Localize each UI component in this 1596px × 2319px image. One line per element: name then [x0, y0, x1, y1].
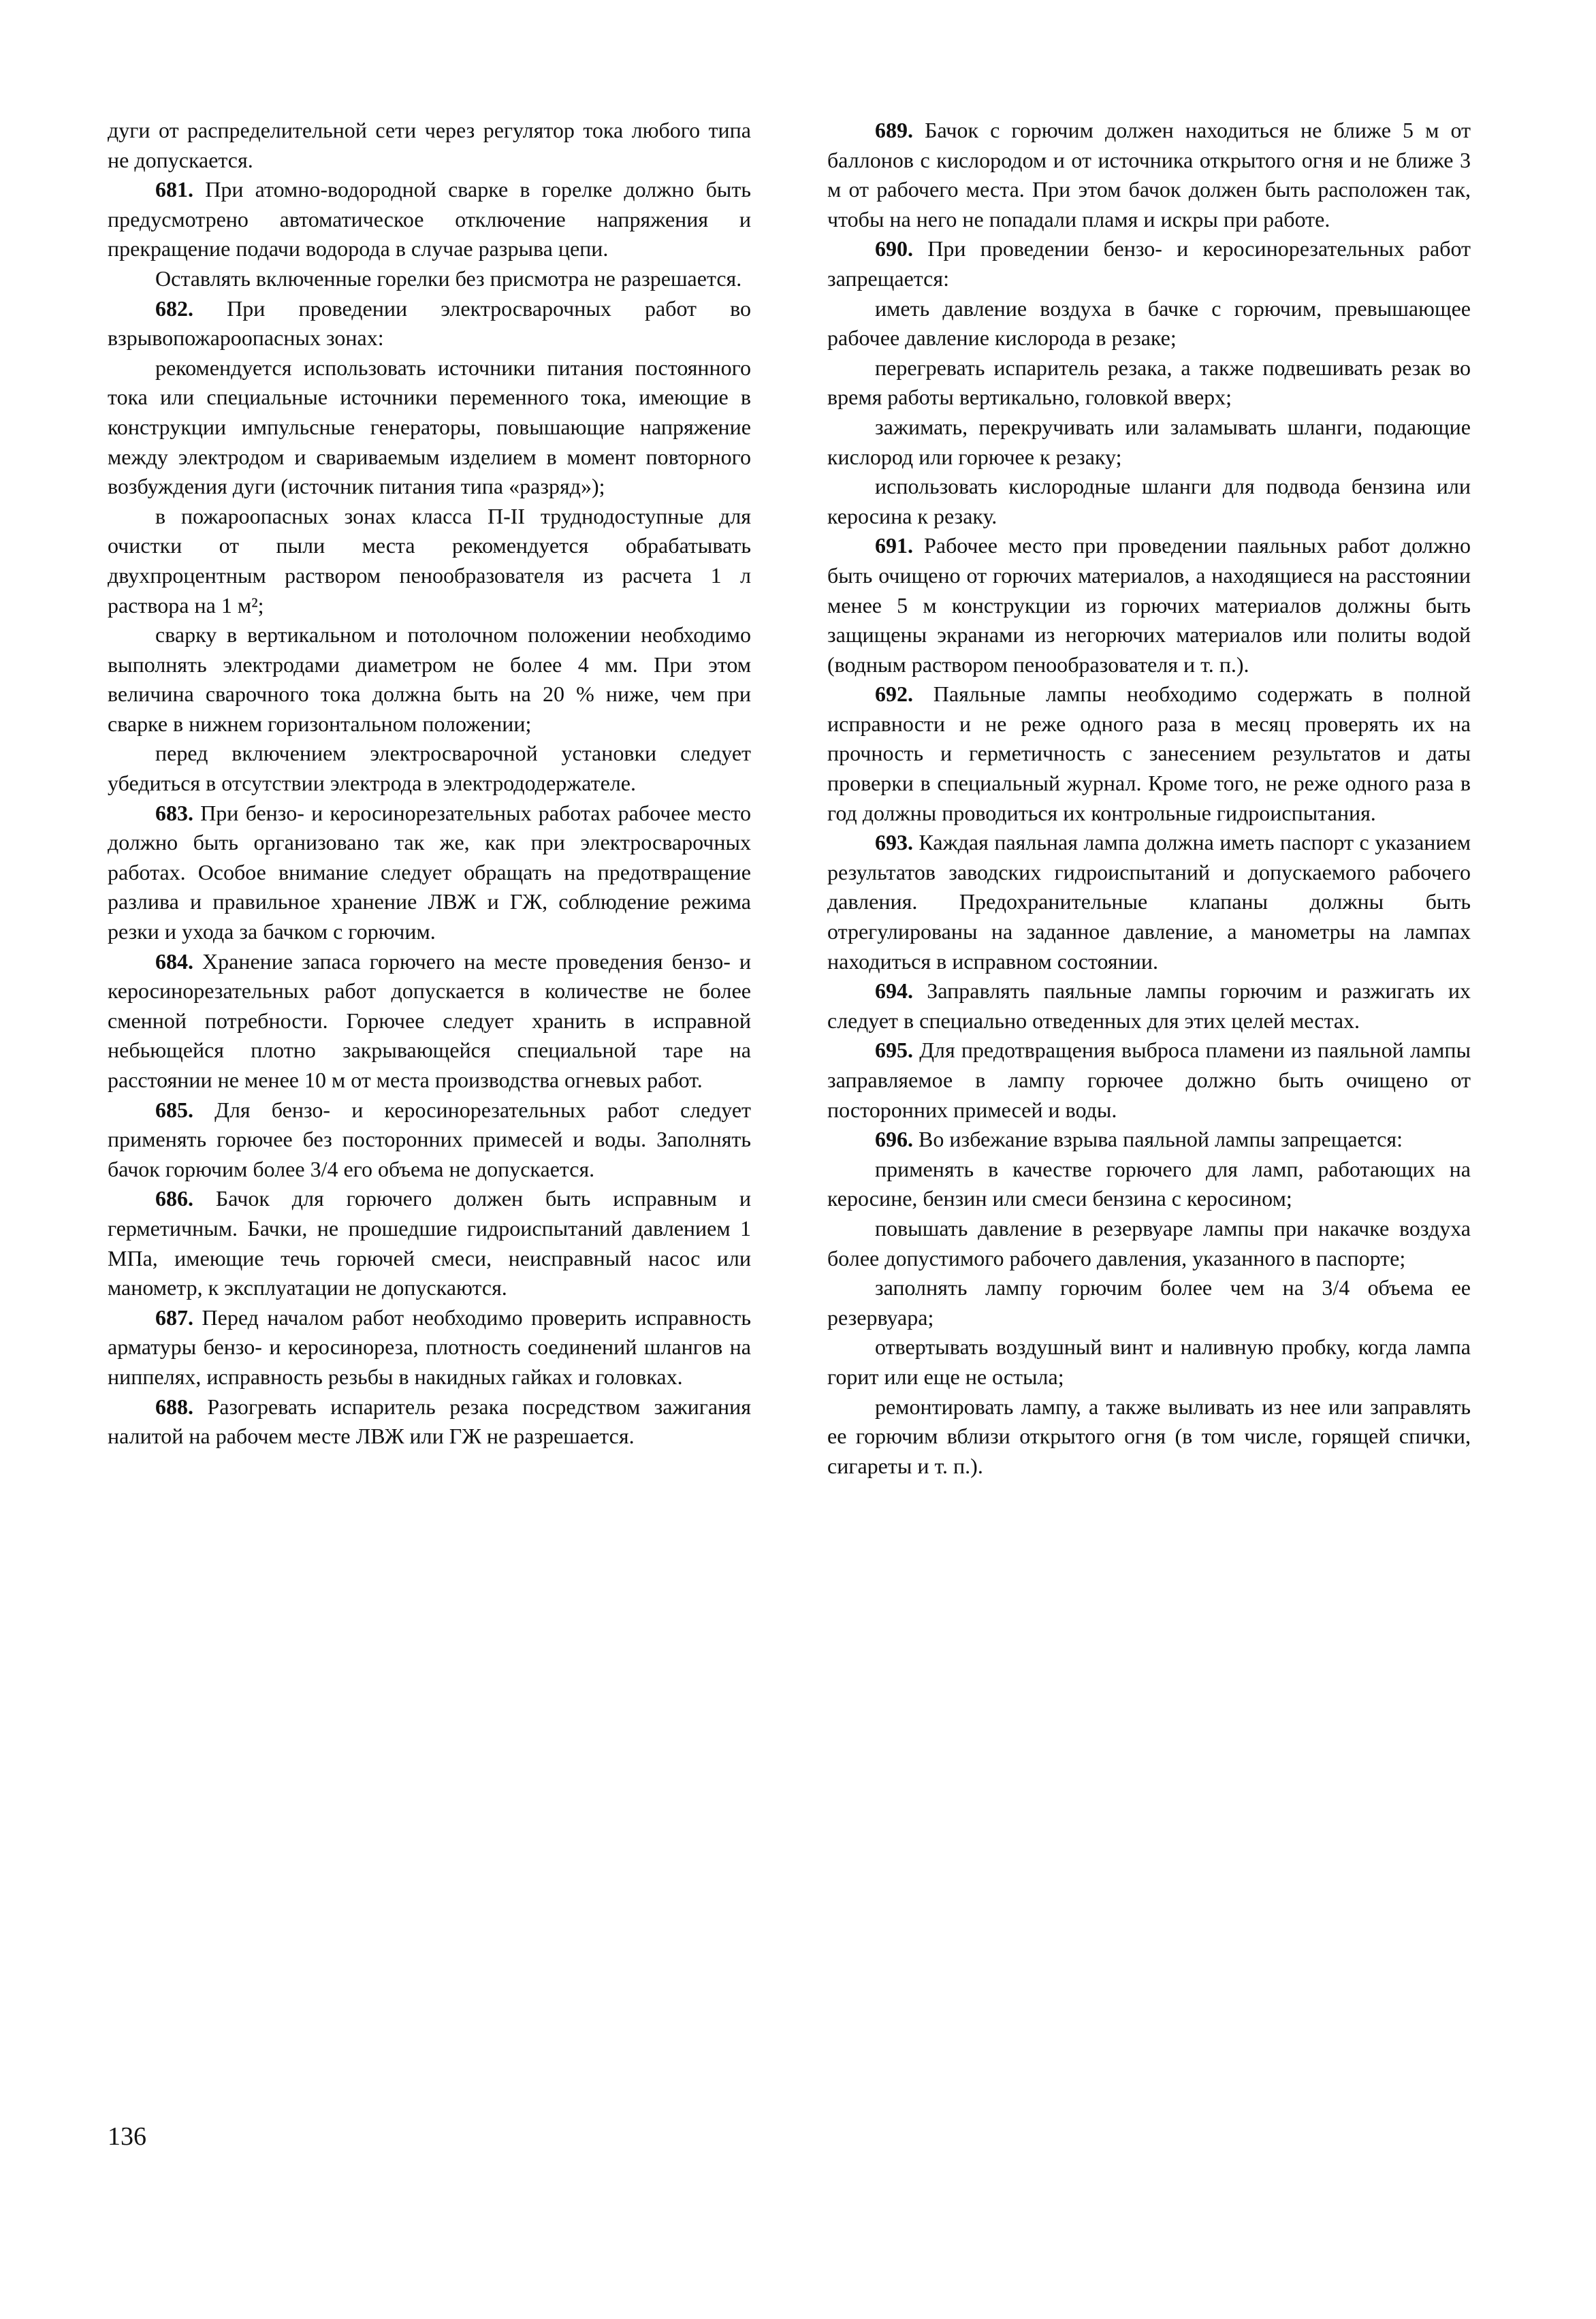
numbered-paragraph	[108, 947, 751, 1095]
paragraph-number: 685.	[155, 1097, 193, 1122]
paragraph	[108, 620, 751, 739]
numbered-paragraph	[827, 531, 1471, 679]
paragraph-text: повышать давление в резервуаре лампы при накачке воздуха более допустимого рабочего давления, указанного в паспорте;	[827, 1215, 1471, 1270]
paragraph-text: иметь давление воздуха в бачке с горючим, превышающее рабочее давление кислорода в резаке;	[827, 295, 1471, 351]
paragraph-number: 686.	[155, 1186, 193, 1211]
numbered-paragraph	[827, 116, 1471, 234]
paragraph	[827, 1392, 1471, 1482]
paragraph	[827, 353, 1471, 413]
paragraph	[108, 739, 751, 798]
paragraph-text: заполнять лампу горючим более чем на 3/4 объема ее резервуара;	[827, 1275, 1471, 1330]
paragraph	[827, 1273, 1471, 1332]
paragraph-text: Бачок для горючего должен быть исправным и герметичным. Бачки, не прошедшие гидроиспытаний давлением 1 МПа, имеющие течь горючей смеси, неисправный насос или манометр, к эксплуатации не допускаются.	[108, 1186, 751, 1300]
paragraph-text: рекомендуется использовать источники питания постоянного тока или специальные источники переменного тока, имеющие в конструкции импульсные генераторы, повышающие напряжение между электродом и свариваемым изделием в момент повторного возбуждения дуги (источник питания типа «разряд»);	[108, 355, 751, 499]
paragraph-text: При проведении электросварочных работ во взрывопожароопасных зонах:	[108, 295, 751, 351]
right-column	[827, 116, 1471, 1481]
paragraph-text: При проведении бензо- и керосинорезательных работ запрещается:	[827, 236, 1471, 291]
paragraph	[827, 1155, 1471, 1214]
paragraph-text: Для предотвращения выброса пламени из паяльной лампы заправляемое в лампу горючее должно быть очищено от посторонних примесей и воды.	[827, 1038, 1471, 1122]
paragraph-text: перегревать испаритель резака, а также подвешивать резак во время работы вертикально, головкой вверх;	[827, 355, 1471, 410]
paragraph-text: Бачок с горючим должен находиться не ближе 5 м от баллонов с кислородом и от источника открытого огня и не ближе 3 м от рабочего места. При этом бачок должен быть расположен так, чтобы на него не попадали пламя и искры при работе.	[827, 118, 1471, 231]
paragraph-text: отвертывать воздушный винт и наливную пробку, когда лампа горит или еще не остыла;	[827, 1334, 1471, 1389]
paragraph-number: 689.	[875, 118, 913, 142]
numbered-paragraph	[827, 828, 1471, 976]
paragraph-number: 694.	[875, 978, 913, 1004]
numbered-paragraph	[108, 175, 751, 264]
paragraph-text: в пожароопасных зонах класса П-II труднодоступные для очистки от пыли места рекомендуется обрабатывать двухпроцентным раствором пенообразователя из расчета 1 л раствора на 1 м²;	[108, 503, 751, 618]
paragraph-text: Рабочее место при проведении паяльных работ должно быть очищено от горючих материалов, а находящиеся на расстоянии менее 5 м конструкции из горючих материалов должны быть защищены экранами из негорючих материалов или политы водой (водным раствором пенообразователя и т. п.).	[827, 533, 1471, 677]
paragraph-text: Для бензо- и керосинорезательных работ следует применять горючее без посторонних примесей и воды. Заполнять бачок горючим более 3/4 его объема не допускается.	[108, 1097, 751, 1181]
numbered-paragraph	[827, 679, 1471, 828]
paragraph-number: 695.	[875, 1038, 913, 1063]
paragraph-text: Хранение запаса горючего на месте проведения бензо- и керосинорезательных работ допускается в количестве не более сменной потребности. Горючее следует хранить в исправной небьющейся плотно закрывающейся специальной таре на расстоянии не менее 10 м от места производства огневых работ.	[108, 948, 751, 1092]
paragraph-text: Во избежание взрыва паяльной лампы запрещается:	[913, 1127, 1403, 1152]
numbered-paragraph	[827, 1125, 1471, 1155]
paragraph-text: При бензо- и керосинорезательных работах рабочее место должно быть организовано так же, как при электросварочных работах. Особое внимание следует обращать на предотвращение разлива и правильное хранение ЛВЖ и ГЖ, соблюдение режима резки и ухода за бачком с горючим.	[108, 800, 751, 944]
numbered-paragraph	[827, 976, 1471, 1036]
paragraph	[108, 264, 751, 294]
paragraph-text: зажимать, перекручивать или заламывать шланги, подающие кислород или горючее к резаку;	[827, 414, 1471, 469]
page-number: 136	[108, 2122, 146, 2151]
paragraph-number: 683.	[155, 800, 193, 825]
numbered-paragraph	[827, 1036, 1471, 1125]
paragraph-number: 690.	[875, 236, 913, 261]
paragraph	[827, 1214, 1471, 1273]
paragraph-text: Каждая паяльная лампа должна иметь паспорт с указанием результатов заводских гидроиспытаний и допускаемого рабочего давления. Предохранительные клапаны должны быть отрегулированы на заданное давление, а манометры на лампах находиться в исправном состоянии.	[827, 830, 1471, 974]
paragraph	[108, 502, 751, 620]
paragraph	[108, 353, 751, 502]
paragraph-number: 696.	[875, 1127, 913, 1152]
numbered-paragraph	[108, 1095, 751, 1185]
paragraph-text: При атомно-водородной сварке в горелке должно быть предусмотрено автоматическое отключение напряжения и прекращение подачи водорода в случае разрыва цепи.	[108, 177, 751, 261]
paragraph-text: Разогревать испаритель резака посредством зажигания налитой на рабочем месте ЛВЖ или ГЖ не разрешается.	[108, 1394, 751, 1449]
paragraph-text: дуги от распределительной сети через регулятор тока любого типа не допускается.	[108, 118, 751, 172]
paragraph-text: Оставлять включенные горелки без присмотра не разрешается.	[155, 266, 742, 291]
paragraph-text: применять в качестве горючего для ламп, работающих на керосине, бензин или смеси бензина с керосином;	[827, 1156, 1471, 1211]
numbered-paragraph	[108, 1392, 751, 1452]
paragraph-number: 684.	[155, 948, 193, 974]
numbered-paragraph	[108, 294, 751, 353]
paragraph-number: 688.	[155, 1394, 193, 1419]
paragraph	[827, 413, 1471, 472]
paragraph-number: 681.	[155, 177, 193, 202]
paragraph-text: использовать кислородные шланги для подвода бензина или керосина к резаку.	[827, 474, 1471, 528]
numbered-paragraph	[108, 799, 751, 947]
paragraph-text: Заправлять паяльные лампы горючим и разжигать их следует в специально отведенных для этих целей местах.	[827, 978, 1471, 1033]
paragraph	[827, 294, 1471, 353]
paragraph	[108, 116, 751, 175]
paragraph-number: 682.	[155, 295, 193, 321]
numbered-paragraph	[108, 1303, 751, 1392]
paragraph	[827, 472, 1471, 531]
paragraph-text: ремонтировать лампу, а также выливать из нее или заправлять ее горючим вблизи открытого огня (в том числе, горящей спички, сигареты и т. п.).	[827, 1394, 1471, 1478]
paragraph-text: перед включением электросварочной установки следует убедиться в отсутствии электрода в электрододержателе.	[108, 741, 751, 796]
paragraph-text: сварку в вертикальном и потолочном положении необходимо выполнять электродами диаметром не более 4 мм. При этом величина сварочного тока должна быть на 20 % ниже, чем при сварке в нижнем горизонтальном положении;	[108, 622, 751, 736]
paragraph-text: Паяльные лампы необходимо содержать в полной исправности и не реже одного раза в месяц проверять их на прочность и герметичность с занесением результатов и даты проверки в специальный журнал. Кроме того, не реже одного раза в год должны проводиться их контрольные гидроиспытания.	[827, 682, 1471, 825]
paragraph-number: 691.	[875, 533, 913, 558]
paragraph-number: 692.	[875, 682, 913, 707]
left-column	[108, 116, 751, 1452]
paragraph-number: 687.	[155, 1305, 193, 1330]
paragraph-text: Перед началом работ необходимо проверить исправность арматуры бензо- и керосинореза, плотность соединений шлангов на ниппелях, исправность резьбы в накидных гайках и головках.	[108, 1305, 751, 1389]
numbered-paragraph	[108, 1184, 751, 1302]
paragraph-number: 693.	[875, 830, 913, 855]
numbered-paragraph	[827, 234, 1471, 293]
paragraph	[827, 1332, 1471, 1392]
